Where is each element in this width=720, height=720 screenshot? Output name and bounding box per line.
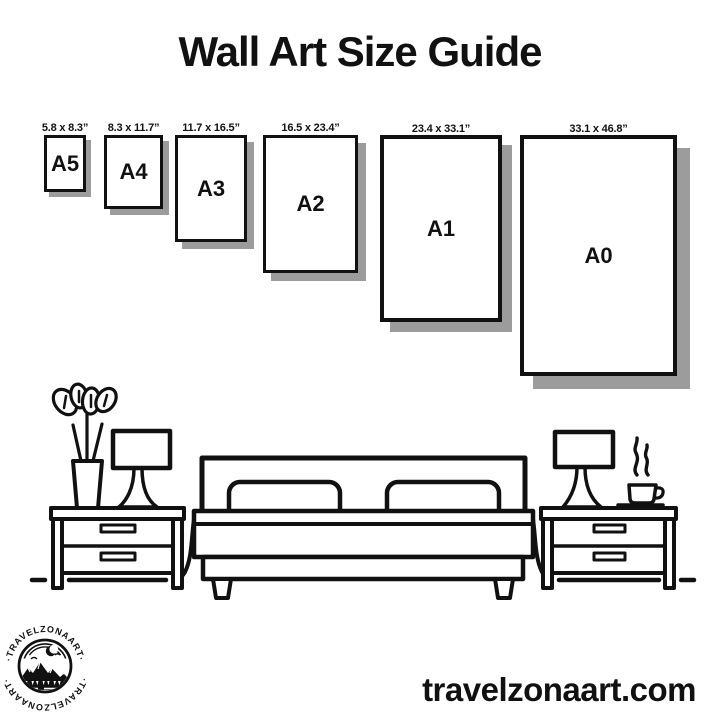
size-code-label: A5 <box>50 150 80 176</box>
double-bed-icon <box>179 458 548 598</box>
table-lamp-right-icon <box>555 432 613 507</box>
paper-size-box-a3 <box>175 122 247 242</box>
size-dimensions-label: 8.3 x 11.7” <box>107 122 160 134</box>
nightstand-right-icon <box>541 508 676 588</box>
size-code-label: A3 <box>196 175 226 201</box>
size-dimensions-label: 5.8 x 8.3” <box>41 122 89 134</box>
paper-size-box-a2 <box>263 122 358 273</box>
size-code-label: A2 <box>296 191 325 216</box>
size-code-label: A0 <box>584 242 613 268</box>
bedroom-scene-illustration <box>0 380 720 605</box>
size-dimensions-label: 16.5 x 23.4” <box>281 122 340 134</box>
size-dimensions-label: 33.1 x 46.8” <box>569 123 628 135</box>
paper-size-box-a0 <box>520 123 677 376</box>
paper-size-box-a1 <box>380 123 502 322</box>
website-text: travelzonaart.com <box>422 671 696 708</box>
logo-text-top: ·TRAVELZONAART· <box>3 623 87 662</box>
logo-text-bottom: ·TRAVELZONAART· <box>1 676 90 711</box>
size-code-label: A1 <box>426 215 456 241</box>
size-code-label: A4 <box>119 159 148 184</box>
nightstand-left-icon <box>51 508 184 588</box>
size-dimensions-label: 23.4 x 33.1” <box>411 123 471 135</box>
page-title: Wall Art Size Guide <box>178 28 542 75</box>
paper-size-box-a5 <box>41 122 89 192</box>
coffee-cup-icon <box>618 438 663 505</box>
size-dimensions-label: 11.7 x 16.5” <box>182 122 240 134</box>
paper-size-box-a4 <box>104 122 163 209</box>
brand-logo-badge <box>1 621 91 711</box>
table-lamp-left-icon <box>113 431 170 507</box>
plant-vase-icon <box>49 383 121 508</box>
